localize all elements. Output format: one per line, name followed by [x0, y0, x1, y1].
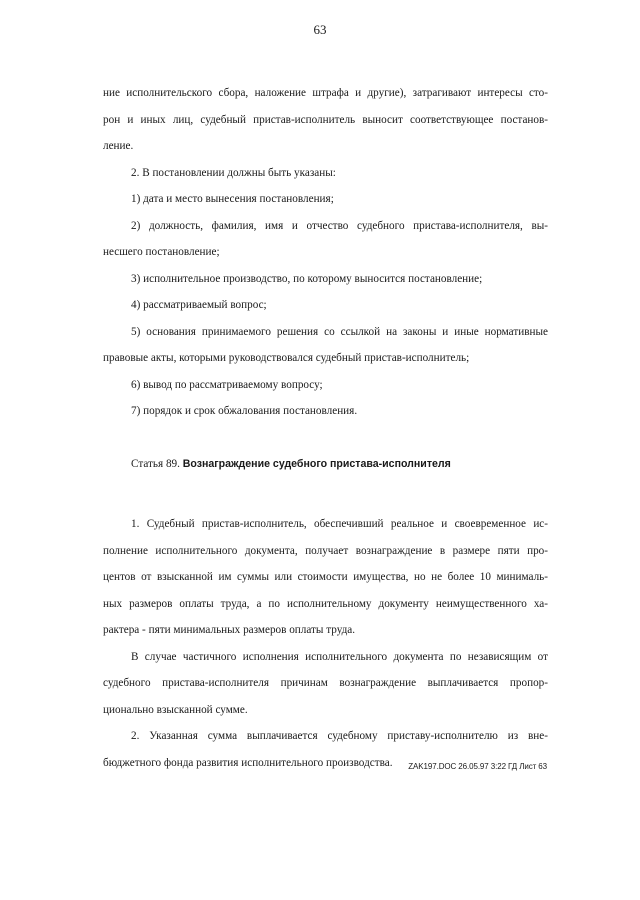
text-line: центов от взысканной им суммы или стоимости имущества, но не более 10 минималь- [103, 571, 548, 583]
text-line: рон и иных лиц, судебный пристав-исполнитель выносит соответствующее постанов- [103, 113, 548, 126]
list-item: 3) исполнительное производство, по которому выносится постановление; [131, 272, 483, 285]
page-footer: ZAK197.DOC 26.05.97 3:22 ГД Лист 63 [408, 762, 547, 771]
article-prefix: Статья 89. [131, 457, 180, 470]
text-line: полнение исполнительного документа, получает вознаграждение в размере пяти про- [103, 544, 548, 557]
text-line: судебного пристава-исполнителя причинам вознаграждение выплачивается пропор- [103, 677, 548, 689]
list-item-continuation: несшего постановление; [103, 246, 220, 258]
document-body [103, 80, 548, 776]
list-item-continuation: правовые акты, которыми руководствовался судебный пристав-исполнитель; [103, 352, 470, 364]
text-line: бюджетного фонда развития исполнительного производства. [103, 756, 393, 769]
page-number: 63 [313, 22, 327, 37]
list-item: 7) порядок и срок обжалования постановления. [131, 405, 358, 417]
list-item: 4) рассматриваемый вопрос; [131, 299, 267, 311]
list-item: 2) должность, фамилия, имя и отчество судебного пристава-исполнителя, вы- [131, 219, 548, 232]
text-line: рактера - пяти минимальных размеров оплаты труда. [103, 624, 356, 636]
text-line: 2. Указанная сумма выплачивается судебному приставу-исполнителю из вне- [131, 730, 548, 742]
article-title: Вознаграждение судебного пристава-исполнителя [182, 457, 451, 470]
text-line: ние исполнительского сбора, наложение штрафа и другие), затрагивают интересы сто- [103, 87, 548, 99]
list-item: 1) дата и место вынесения постановления; [131, 193, 334, 205]
list-item: 6) вывод по рассматриваемому вопросу; [131, 378, 323, 391]
text-line: ционально взысканной сумме. [103, 703, 248, 716]
list-item: 5) основания принимаемого решения со ссылкой на законы и иные нормативные [131, 325, 548, 338]
list-heading: 2. В постановлении должны быть указаны: [131, 166, 336, 179]
article-heading [103, 451, 548, 478]
text-line: ных размеров оплаты труда, а по исполнительному документу неимущественного ха- [103, 597, 548, 610]
text-line: В случае частичного исполнения исполнительного документа по независящим от [131, 650, 548, 663]
text-line: ление. [103, 140, 134, 152]
text-line: 1. Судебный пристав-исполнитель, обеспечивший реальное и своевременное ис- [131, 518, 548, 530]
